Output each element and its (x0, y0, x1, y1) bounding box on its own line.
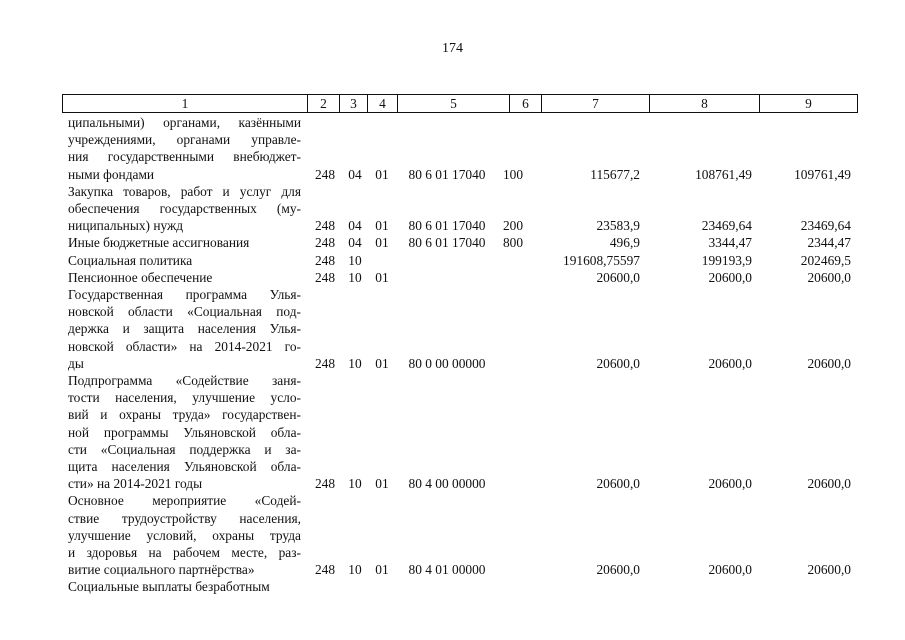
cell-col-3: 10 (348, 269, 362, 285)
cell-col-4: 01 (375, 562, 389, 578)
description-line: и здоровья на рабочем месте, раз- (68, 544, 301, 560)
header-cell-3: 3 (339, 95, 367, 112)
description-line: новской области «Социальная под- (68, 304, 301, 320)
cell-col-4: 01 (375, 269, 389, 285)
cell-col-2: 248 (314, 476, 336, 492)
cell-col-4: 01 (375, 218, 389, 234)
cell-col-3: 04 (348, 166, 362, 182)
description-line: Основное мероприятие «Содей- (68, 493, 301, 509)
cell-col-8: 23469,64 (701, 218, 752, 234)
description-line: тости населения, улучшение усло- (68, 390, 301, 406)
description-line: новской области» на 2014-2021 го- (68, 338, 301, 354)
header-cell-4: 4 (367, 95, 397, 112)
cell-col-9: 202469,5 (800, 252, 851, 268)
cell-col-2: 248 (314, 252, 336, 268)
row-description (68, 492, 301, 578)
cell-col-4: 01 (375, 355, 389, 371)
row-description (68, 183, 301, 235)
description-line: Подпрограмма «Содействие заня- (68, 373, 301, 388)
cell-col-6: 100 (502, 166, 524, 182)
cell-col-5: 80 4 00 00000 (408, 476, 486, 492)
cell-col-8: 108761,49 (695, 166, 752, 182)
description-line: ния государственными внебюджет- (68, 149, 301, 165)
description-line: витие социального партнёрства» (68, 562, 255, 578)
cell-col-4: 01 (375, 235, 389, 251)
row-description (68, 286, 301, 372)
row-description (68, 578, 301, 595)
description-line: ными фондами (68, 166, 155, 182)
header-cell-8: 8 (649, 95, 759, 112)
cell-col-7: 115677,2 (590, 166, 640, 182)
description-line: Социальные выплаты безработным (68, 579, 270, 595)
cell-col-7: 496,9 (609, 235, 640, 251)
description-line: Пенсионное обеспечение (68, 269, 213, 285)
row-description (68, 372, 301, 492)
cell-col-6: 800 (502, 235, 524, 251)
cell-col-8: 199193,9 (701, 252, 752, 268)
cell-col-4: 01 (375, 166, 389, 182)
cell-col-9: 20600,0 (807, 562, 851, 578)
cell-col-3: 10 (348, 355, 362, 371)
description-line: ной программы Ульяновской обла- (68, 424, 301, 440)
cell-col-8: 20600,0 (708, 476, 752, 492)
header-cell-9: 9 (759, 95, 857, 112)
description-line: ципальными) органами, казёнными (68, 115, 301, 130)
row-description (68, 114, 301, 183)
description-line: ды (68, 355, 84, 371)
cell-col-7: 191608,75597 (563, 252, 640, 268)
cell-col-4: 01 (375, 476, 389, 492)
cell-col-7: 20600,0 (596, 476, 640, 492)
cell-col-9: 23469,64 (800, 218, 851, 234)
cell-col-8: 3344,47 (708, 235, 752, 251)
cell-col-5: 80 4 01 00000 (408, 562, 486, 578)
description-line: ствие трудоустройству населения, (68, 510, 301, 526)
cell-col-5: 80 6 01 17040 (408, 235, 486, 251)
cell-col-2: 248 (314, 562, 336, 578)
description-line: щита населения Ульяновской обла- (68, 458, 301, 474)
cell-col-7: 20600,0 (596, 355, 640, 371)
description-line: вий и охраны труда» государствен- (68, 407, 301, 423)
cell-col-9: 20600,0 (807, 476, 851, 492)
description-line: обеспечения государственных (му- (68, 200, 301, 216)
row-description (68, 252, 301, 269)
cell-col-8: 20600,0 (708, 562, 752, 578)
cell-col-2: 248 (314, 269, 336, 285)
cell-col-2: 248 (314, 355, 336, 371)
row-description (68, 269, 301, 286)
header-cell-7: 7 (541, 95, 649, 112)
description-line: держка и защита населения Улья- (68, 321, 301, 337)
page-number: 174 (442, 41, 463, 56)
row-description (68, 234, 301, 251)
cell-col-8: 20600,0 (708, 355, 752, 371)
cell-col-5: 80 6 01 17040 (408, 218, 486, 234)
cell-col-8: 20600,0 (708, 269, 752, 285)
cell-col-2: 248 (314, 166, 336, 182)
description-line: учреждениями, органами управле- (68, 132, 301, 148)
description-line: ниципальных) нужд (68, 218, 184, 234)
description-line: Закупка товаров, работ и услуг для (68, 183, 301, 199)
description-line: улучшение условий, охраны труда (68, 527, 301, 543)
cell-col-2: 248 (314, 235, 336, 251)
cell-col-3: 10 (348, 476, 362, 492)
cell-col-3: 04 (348, 218, 362, 234)
cell-col-5: 80 0 00 00000 (408, 355, 486, 371)
cell-col-9: 109761,49 (794, 166, 851, 182)
cell-col-6: 200 (502, 218, 524, 234)
cell-col-9: 20600,0 (807, 355, 851, 371)
cell-col-3: 10 (348, 252, 362, 268)
header-cell-1: 1 (181, 96, 189, 111)
cell-col-7: 20600,0 (596, 562, 640, 578)
header-cell-2: 2 (307, 95, 339, 112)
cell-col-9: 20600,0 (807, 269, 851, 285)
table-header-row (62, 94, 858, 113)
cell-col-2: 248 (314, 218, 336, 234)
cell-col-7: 23583,9 (596, 218, 640, 234)
cell-col-5: 80 6 01 17040 (408, 166, 486, 182)
description-line: Иные бюджетные ассигнования (68, 235, 250, 251)
description-line: Социальная политика (68, 252, 193, 268)
cell-col-3: 10 (348, 562, 362, 578)
header-cell-5: 5 (397, 95, 509, 112)
cell-col-7: 20600,0 (596, 269, 640, 285)
cell-col-3: 04 (348, 235, 362, 251)
header-cell-6: 6 (509, 95, 541, 112)
description-line: сти» на 2014-2021 годы (68, 476, 203, 492)
description-line: Государственная программа Улья- (68, 287, 301, 302)
description-line: сти «Социальная поддержка и за- (68, 441, 301, 457)
cell-col-9: 2344,47 (807, 235, 851, 251)
